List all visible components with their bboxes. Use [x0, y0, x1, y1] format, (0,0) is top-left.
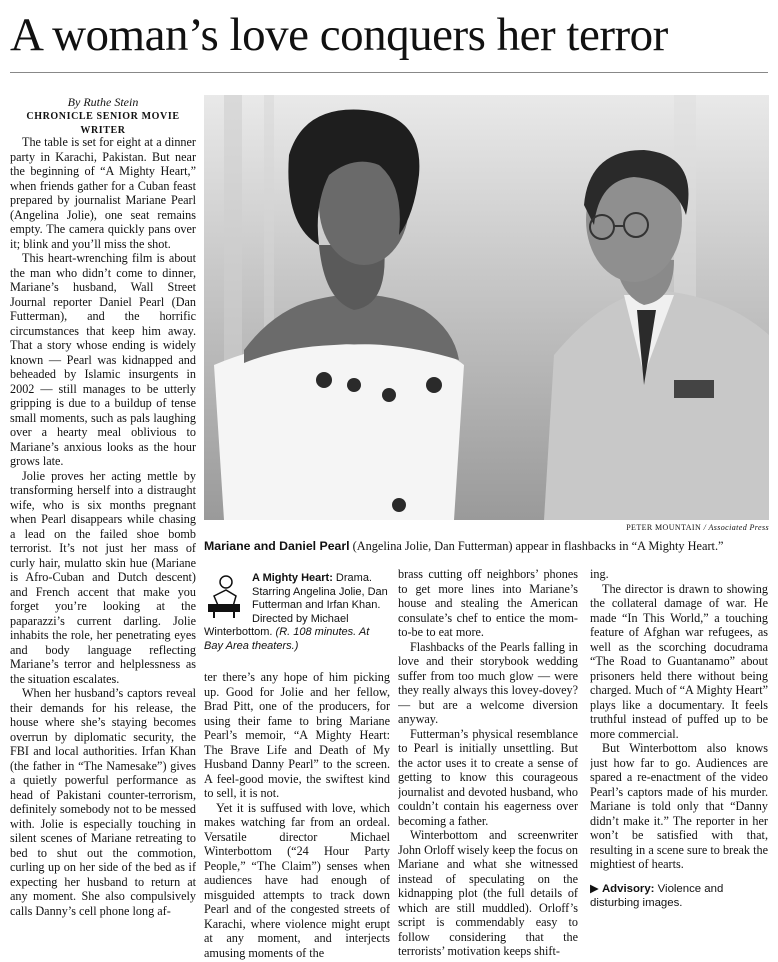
infobox-rating: (R. 108 minutes. At Bay Area theaters.)	[204, 626, 370, 652]
infobox-title: A Mighty Heart:	[252, 572, 333, 584]
article-column-4	[590, 567, 768, 960]
paragraph: Jolie proves her acting mettle by transforming herself into a distraught wife, who is six months pregnant when Pearl disappears while chasing a lead on the failed shoe bomb terrorist. It’s not just her mass of curly hair, mulatto skin hue (Mariane is Afro-Cuban and Dutch descent) and French accent that make you forget you’re looking at the paparazzi’s current darling. Jolie inhabits the role, her penetrating eyes and body language reflecting Mariane’s terror and helplessness as the situation escalates.	[10, 468, 196, 686]
paragraph: The table is set for eight at a dinner party in Karachi, Pakistan. But near the beginning of “A Mighty Heart,” when friends gather for a Cuban feast prepared by journalist Mariane Pearl (Angelina Jolie), one seat remains empty. The camera quickly pans over it; blink and you’ll miss the shot.	[10, 135, 196, 251]
paragraph: brass cutting off neighbors’ phones to get more lines into Mariane’s house and stealing the American consulate’s chef to entice the mom-to-be to eat more.	[398, 567, 578, 639]
paragraph: But Winterbottom also knows just how far to go. Audiences are spared a re-enactment of the video Pearl’s captors made of his murder. Mariane is told only that “Danny didn’t make it.” The reporter in her won’t be satisfied with that, resulting in a scene sure to break the mightiest of hearts.	[590, 741, 768, 871]
paragraph: Yet it is suffused with love, which makes watching far from an ordeal. Versatile director Michael Winterbottom (“24 Hour Party People,” “The Claim”) senses when audiences have had enough of misguided attempts to track down Pearl and of the congested streets of Karachi, where violence might erupt at any moment, and interjects amusing moments of the	[204, 800, 390, 960]
critic-rating-figure-icon	[204, 574, 244, 618]
article-column-1	[10, 135, 196, 960]
photo-credit-agency: / Associated Press	[703, 523, 769, 532]
paragraph: ter there’s any hope of him picking up. Good for Jolie and her fellow, Brad Pitt, one of the producers, for using their fame to bring Mariane Pearl’s memoir, “A Mighty Heart: The Brave Life and Death of My Husband Danny Pearl” to the screen. A feel-good movie, the swiftest kind to sell, it is not.	[204, 670, 390, 800]
advisory-label: Advisory:	[601, 882, 655, 895]
caption-names: Mariane and Daniel Pearl	[204, 539, 350, 553]
photo-credit-name: PETER MOUNTAIN	[626, 523, 702, 532]
paragraph: Flashbacks of the Pearls falling in love and their storybook wedding suffer from too much glow — were they really always this lovey-dovey? — but are a welcome diversion anyway.	[398, 639, 578, 726]
paragraph: Futterman’s physical resemblance to Pearl is initially unsettling. But the actor uses it to create a sense of getting to know this courageous journalist and devoted husband, who couldn’t contain his eagerness over becoming a father.	[398, 726, 578, 828]
article-column-2	[204, 670, 390, 960]
article-column-3	[398, 567, 578, 960]
paragraph: Winterbottom and screenwriter John Orloff wisely keep the focus on Mariane and what she witnessed instead of speculating on the kidnapping plot (the full details of which are still muddled). Orloff’s script is commendably easy to follow considering that the terrorists’ motivation keeps shift-	[398, 828, 578, 958]
infobox-genre: Drama.	[332, 572, 372, 584]
advisory-text: Violence and disturbing images.	[590, 882, 724, 909]
triangle-bullet-icon: ▶	[590, 882, 599, 895]
infobox-details: Starring Angelina Jolie, Dan Futterman and Irfan Khan. Directed by Michael Winterbottom.	[204, 585, 388, 639]
byline	[10, 95, 196, 138]
movie-still-photo	[204, 95, 769, 520]
headline: A woman’s love conquers her terror	[10, 9, 668, 61]
photo-caption	[204, 538, 774, 554]
movie-still-illustration	[204, 95, 769, 520]
paragraph: ing.	[590, 567, 609, 581]
movie-info-box	[204, 572, 390, 654]
paragraph: When her husband’s captors reveal their demands for his release, the house where she’s staying becomes overrun by diplomatic security, the FBI and local authorities. Irfan Khan (the father in “The Namesake”) gives a quietly powerful performance as head of Pakistani counter-terrorism, definitely somebody not to be messed with. Jolie is especially touching in silent scenes of Mariane retreating to bed to shut out the commotion, curling up on her side of the bed as if expecting her husband to return at any moment. She also compulsively calls Danny’s cell phone long af-	[10, 686, 196, 918]
headline-rule	[10, 72, 768, 73]
paragraph: This heart-wrenching film is about the man who didn’t come to dinner, Mariane’s husband, Wall Street Journal reporter Daniel Pearl (Dan Futterman), and the horrific circumstances that keep him away. That a story whose ending is widely known — Pearl was kidnapped and beheaded by Islamic insurgents in 2002 — still manages to be utterly gripping is due to a buildup of tense small moments, such as pals laughing over a hearty meal oblivious to Mariane’s anxious looks as the hour grows late.	[10, 251, 196, 468]
byline-author: By Ruthe Stein	[67, 95, 139, 109]
photo-credit	[204, 522, 769, 534]
byline-role: CHRONICLE SENIOR MOVIE WRITER	[26, 111, 180, 136]
advisory-note	[590, 882, 768, 910]
caption-text: (Angelina Jolie, Dan Futterman) appear in flashbacks in “A Mighty Heart.”	[349, 539, 724, 553]
paragraph: The director is drawn to showing the collateral damage of war. He made “In This World,” a touching feature of Afghan war refugees, as well as the scorching docudrama “The Road to Guantanamo” about prisoners held there without being charged. Much of “A Mighty Heart” plays like a documentary. It feels truthful instead of puffed up to be more commercial.	[590, 581, 768, 741]
